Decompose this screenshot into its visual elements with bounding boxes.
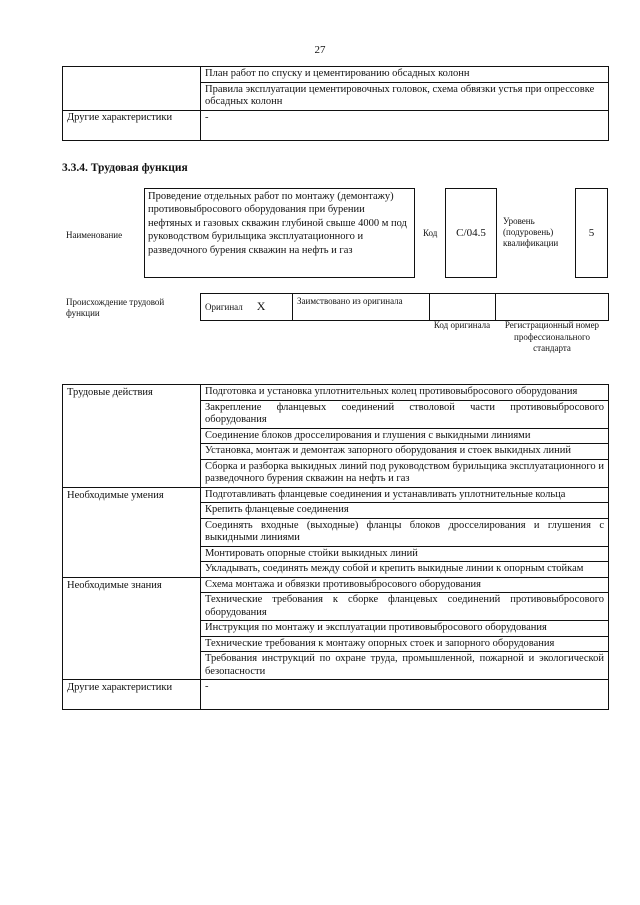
- original-mark: X: [256, 299, 266, 313]
- table-cell: Установка, монтаж и демонтаж запорного оборудования и стоек выкидных линий: [201, 444, 609, 460]
- table-cell: Подготовка и установка уплотнительных колец противовыбросового оборудования: [201, 385, 609, 401]
- top-characteristics-table: [62, 66, 609, 141]
- table-cell: Схема монтажа и обвязки противовыбросового оборудования: [201, 577, 609, 593]
- table-row: [63, 680, 609, 710]
- table-cell: Инструкция по монтажу и эксплуатации противовыбросового оборудования: [201, 621, 609, 637]
- table-cell: Крепить фланцевые соединения: [201, 503, 609, 519]
- original-code-cell: [430, 294, 496, 321]
- origin-table: [200, 293, 609, 321]
- table-cell: Технические требования к монтажу опорных стоек и запорного оборудования: [201, 636, 609, 652]
- code-label: Код: [423, 228, 438, 238]
- table-cell: План работ по спуску и цементированию обсадных колонн: [201, 67, 609, 83]
- table-cell: Соединение блоков дросселирования и глушения с выкидными линиями: [201, 428, 609, 444]
- labor-function-table: [62, 384, 609, 710]
- table-row: [201, 294, 609, 321]
- registration-number-cell: [496, 294, 609, 321]
- table-row: [63, 577, 609, 593]
- table-row-label: Другие характеристики: [63, 111, 201, 141]
- table-row: [63, 385, 609, 401]
- category-required-skills: Необходимые умения: [63, 487, 201, 577]
- original-code-caption: Код оригинала: [433, 320, 491, 330]
- function-name-box: Проведение отдельных работ по монтажу (демонтажу) противовыбросового оборудования при бурении нефтяных и газовых скважин глубиной свыше 4000 м под руководством бурильщика эксплуатационного и разведочного бурения скважин на нефть и газ: [144, 188, 415, 278]
- category-labor-actions: Трудовые действия: [63, 385, 201, 488]
- original-cell: [201, 294, 293, 321]
- table-cell: -: [201, 111, 609, 141]
- table-cell: Правила эксплуатации цементировочных головок, схема обвязки устья при опрессовке обсадных колонн: [201, 83, 609, 111]
- table-cell: Технические требования к сборке фланцевых соединений противовыбросового оборудования: [201, 593, 609, 621]
- borrowed-label: Заимствовано из оригинала: [293, 294, 430, 321]
- table-row: [63, 487, 609, 503]
- page-number: 27: [314, 44, 326, 56]
- original-label: Оригинал: [205, 302, 243, 312]
- table-cell: Сборка и разборка выкидных линий под руководством бурильщика эксплуатационного и разведочного бурения скважин на нефть и газ: [201, 459, 609, 487]
- section-heading: 3.3.4. Трудовая функция: [62, 162, 188, 174]
- code-value-box: C/04.5: [445, 188, 497, 278]
- table-cell: Требования инструкций по охране труда, промышленной, пожарной и экологической безопасности: [201, 652, 609, 680]
- category-other-characteristics: Другие характеристики: [63, 680, 201, 710]
- table-cell: Монтировать опорные стойки выкидных линий: [201, 546, 609, 562]
- registration-number-caption: Регистрационный номер профессионального стандарта: [504, 320, 600, 353]
- origin-label: Происхождение трудовой функции: [66, 297, 165, 318]
- table-cell: Подготавливать фланцевые соединения и устанавливать уплотнительные кольца: [201, 487, 609, 503]
- table-row: [63, 111, 609, 141]
- table-cell: -: [201, 680, 609, 710]
- table-cell-empty: [63, 67, 201, 111]
- qualification-level-box: 5: [575, 188, 608, 278]
- table-row: [63, 67, 609, 83]
- qualification-level-label: Уровень (подуровень) квалификации: [503, 216, 559, 248]
- table-cell: Соединять входные (выходные) фланцы блоков дросселирования и глушения с выкидными линиями: [201, 518, 609, 546]
- table-cell: Закрепление фланцевых соединений стволовой части противовыбросового оборудования: [201, 400, 609, 428]
- name-label: Наименование: [66, 230, 123, 240]
- category-required-knowledge: Необходимые знания: [63, 577, 201, 680]
- table-cell: Укладывать, соединять между собой и крепить выкидные линии к опорным стойкам: [201, 562, 609, 578]
